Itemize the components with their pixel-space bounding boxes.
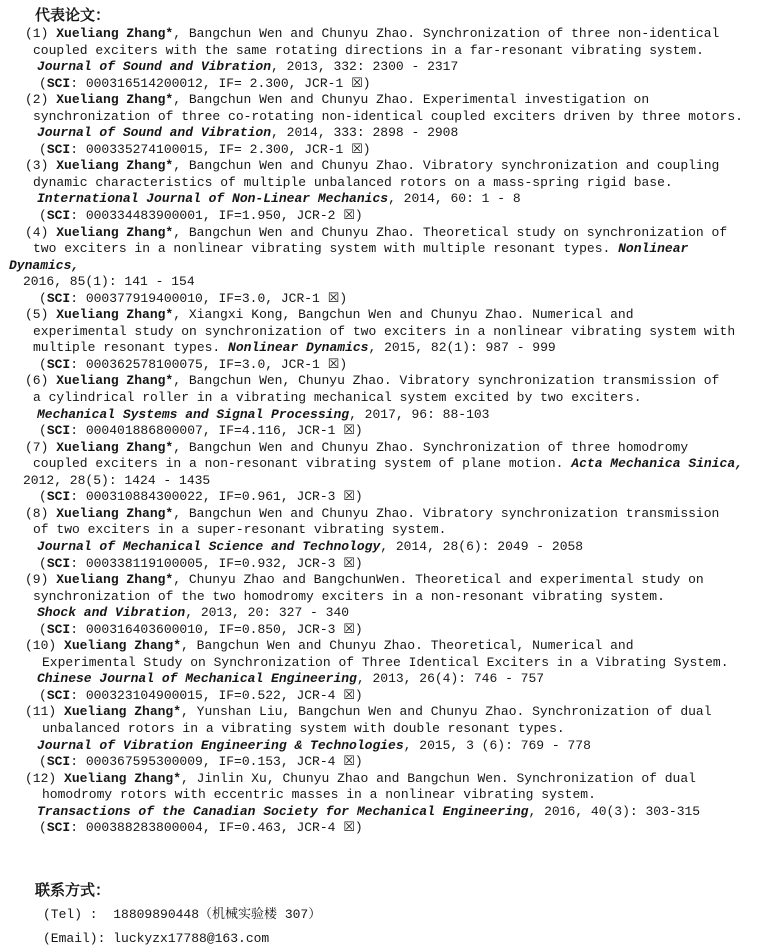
tel-line: (Tel) : 18809890448（机械实验楼 307） bbox=[43, 906, 322, 922]
author-highlight: SCI bbox=[46, 290, 71, 306]
author-highlight: SCI bbox=[46, 356, 71, 372]
text-segment: ) bbox=[339, 290, 348, 306]
paper-line bbox=[0, 158, 760, 175]
jcr-box-icon: ☒ bbox=[343, 687, 355, 703]
text-segment: of two exciters in a super-resonant vibrating system. bbox=[33, 522, 447, 538]
text-segment: (6) bbox=[25, 373, 57, 389]
text-segment: ) bbox=[354, 208, 363, 224]
paper-line bbox=[0, 241, 760, 258]
jcr-box-icon: ☒ bbox=[327, 290, 340, 306]
jcr-box-icon: ☒ bbox=[343, 555, 355, 571]
text-segment: ( bbox=[39, 423, 47, 439]
author-highlight: Xueliang Zhang* bbox=[56, 373, 174, 389]
contact-info bbox=[0, 903, 760, 950]
text-segment: , Xiangxi Kong, Bangchun Wen and Chunyu Zhao. Numerical and bbox=[173, 307, 634, 323]
author-highlight: SCI bbox=[46, 555, 71, 571]
paper-line bbox=[0, 473, 760, 490]
jcr-box-icon: ☒ bbox=[351, 75, 363, 91]
paper-line bbox=[0, 556, 760, 573]
text-segment: ) bbox=[354, 687, 363, 703]
paper-line bbox=[0, 787, 760, 804]
paper-line bbox=[0, 125, 760, 142]
text-segment: , 2013, 20: 327 - 340 bbox=[185, 605, 350, 621]
author-highlight: Xueliang Zhang* bbox=[56, 92, 174, 108]
text-segment: ) bbox=[354, 489, 363, 505]
journal-name: Nonlinear bbox=[618, 241, 689, 257]
text-segment: : 000367595300009, IF=0.153, JCR-4 bbox=[70, 754, 344, 770]
paper-entry-9 bbox=[0, 572, 760, 638]
text-segment: : 000377919400010, IF=3.0, JCR-1 bbox=[70, 290, 328, 306]
paper-line bbox=[0, 142, 760, 159]
journal-name: Journal of Sound and Vibration bbox=[37, 59, 272, 75]
jcr-box-icon: ☒ bbox=[327, 356, 340, 372]
paper-entry-5 bbox=[0, 307, 760, 373]
author-highlight: SCI bbox=[46, 75, 71, 91]
text-segment: ) bbox=[339, 356, 348, 372]
paper-line bbox=[0, 26, 760, 43]
text-segment: , 2017, 96: 88-103 bbox=[349, 406, 490, 422]
author-highlight: Xueliang Zhang* bbox=[56, 26, 174, 41]
text-segment: ( bbox=[39, 754, 47, 770]
text-segment: ) bbox=[362, 75, 371, 91]
journal-name: Dynamics, bbox=[9, 257, 80, 273]
author-highlight: Xueliang Zhang* bbox=[64, 638, 182, 654]
text-segment: : 000316403600010, IF=0.850, JCR-3 bbox=[70, 621, 344, 637]
text-segment: two exciters in a nonlinear vibrating system with multiple resonant types. bbox=[33, 241, 619, 257]
paper-line bbox=[0, 804, 760, 821]
paper-line bbox=[0, 622, 760, 639]
paper-entry-7 bbox=[0, 440, 760, 506]
text-segment: , Bangchun Wen and Chunyu Zhao. Theoretical, Numerical and bbox=[181, 638, 634, 654]
jcr-box-icon: ☒ bbox=[343, 621, 355, 637]
text-segment: (7) bbox=[25, 439, 57, 455]
paper-line bbox=[0, 671, 760, 688]
text-segment: dynamic characteristics of multiple unbalanced rotors on a mass-spring rigid base. bbox=[33, 174, 673, 190]
author-highlight: Xueliang Zhang* bbox=[56, 307, 174, 323]
text-segment: ) bbox=[354, 621, 363, 637]
paper-line bbox=[0, 820, 760, 837]
text-segment: 2016, 85(1): 141 - 154 bbox=[23, 274, 195, 290]
paper-entry-6 bbox=[0, 373, 760, 439]
author-highlight: Xueliang Zhang* bbox=[56, 572, 174, 588]
text-segment: , 2013, 26(4): 746 - 757 bbox=[356, 671, 545, 687]
paper-line bbox=[0, 324, 760, 341]
paper-entry-1 bbox=[0, 26, 760, 92]
journal-name: Shock and Vibration bbox=[37, 605, 186, 621]
text-segment: ) bbox=[354, 423, 363, 439]
text-segment: , 2013, 332: 2300 - 2317 bbox=[271, 59, 459, 75]
paper-entry-10 bbox=[0, 638, 760, 704]
author-highlight: Xueliang Zhang* bbox=[56, 505, 174, 521]
paper-line bbox=[0, 175, 760, 192]
text-segment: ( bbox=[39, 489, 47, 505]
text-segment: homodromy rotors with eccentric masses in a nonlinear vibrating system. bbox=[42, 787, 596, 803]
paper-line bbox=[0, 440, 760, 457]
paper-entry-2 bbox=[0, 92, 760, 158]
text-segment: , Bangchun Wen and Chunyu Zhao. Vibratory synchronization and coupling bbox=[173, 158, 720, 174]
paper-line bbox=[0, 506, 760, 523]
paper-line bbox=[0, 489, 760, 506]
text-segment: , 2014, 28(6): 2049 - 2058 bbox=[380, 538, 584, 554]
author-highlight: SCI bbox=[46, 687, 71, 703]
paper-line bbox=[0, 522, 760, 539]
text-segment: (11) bbox=[25, 704, 65, 720]
text-segment: , 2015, 82(1): 987 - 999 bbox=[368, 340, 556, 356]
text-segment: ( bbox=[39, 621, 47, 637]
text-segment: multiple resonant types. bbox=[33, 340, 229, 356]
text-segment: (5) bbox=[25, 307, 57, 323]
journal-name: Chinese Journal of Mechanical Engineering bbox=[37, 671, 357, 687]
jcr-box-icon: ☒ bbox=[343, 820, 355, 836]
text-segment: : 000388283800004, IF=0.463, JCR-4 bbox=[70, 820, 344, 836]
text-segment: synchronization of the two homodromy exciters in a non-resonant vibrating system. bbox=[33, 588, 665, 604]
text-segment: : 000316514200012, IF= 2.300, JCR-1 bbox=[70, 75, 352, 91]
text-segment: ( bbox=[39, 290, 47, 306]
paper-line bbox=[0, 754, 760, 771]
text-segment: : 000362578100075, IF=3.0, JCR-1 bbox=[70, 356, 328, 372]
journal-name: Mechanical Systems and Signal Processing bbox=[37, 406, 350, 422]
paper-line bbox=[0, 638, 760, 655]
email-line: (Email): luckyzx17788@163.com bbox=[43, 930, 270, 946]
paper-line bbox=[0, 291, 760, 308]
journal-name: Journal of Vibration Engineering & Technologies bbox=[37, 737, 404, 753]
paper-entry-11 bbox=[0, 704, 760, 770]
text-segment: coupled exciters with the same rotating directions in a far-resonant vibrating system. bbox=[33, 42, 704, 58]
text-segment: ) bbox=[354, 555, 363, 571]
paper-line bbox=[0, 390, 760, 407]
text-segment: unbalanced rotors in a vibrating system with double resonant types. bbox=[42, 720, 565, 736]
paper-line bbox=[0, 456, 760, 473]
jcr-box-icon: ☒ bbox=[343, 489, 355, 505]
paper-line bbox=[0, 92, 760, 109]
text-segment: : 000338119100005, IF=0.932, JCR-3 bbox=[70, 555, 344, 571]
text-segment: , Bangchun Wen and Chunyu Zhao. Experimental investigation on bbox=[173, 92, 650, 108]
paper-line bbox=[0, 76, 760, 93]
journal-name: Nonlinear Dynamics bbox=[228, 340, 369, 356]
paper-entry-12 bbox=[0, 771, 760, 837]
paper-line bbox=[0, 307, 760, 324]
text-segment: : 000335274100015, IF= 2.300, JCR-1 bbox=[70, 141, 352, 157]
journal-name: International Journal of Non-Linear Mechanics bbox=[37, 191, 389, 207]
text-segment: ( bbox=[39, 208, 47, 224]
text-segment: , Chunyu Zhao and BangchunWen. Theoretical and experimental study on bbox=[173, 572, 704, 588]
text-segment: synchronization of three co-rotating non-identical coupled exciters driven by three motors. bbox=[33, 108, 743, 124]
author-highlight: SCI bbox=[46, 489, 71, 505]
text-segment: : 000323104900015, IF=0.522, JCR-4 bbox=[70, 687, 344, 703]
text-segment: ( bbox=[39, 687, 47, 703]
journal-name: Transactions of the Canadian Society for Mechanical Engineering bbox=[37, 803, 529, 819]
paper-line bbox=[0, 407, 760, 424]
text-segment: ) bbox=[354, 820, 363, 836]
papers-section-title: 代表论文： bbox=[35, 8, 111, 25]
text-segment: ( bbox=[39, 75, 47, 91]
text-segment: coupled exciters in a non-resonant vibrating system of plane motion. bbox=[33, 456, 572, 472]
author-highlight: Xueliang Zhang* bbox=[56, 439, 174, 455]
paper-line bbox=[0, 357, 760, 374]
author-highlight: SCI bbox=[46, 423, 71, 439]
text-segment: , Yunshan Liu, Bangchun Wen and Chunyu Zhao. Synchronization of dual bbox=[181, 704, 712, 720]
paper-line bbox=[0, 655, 760, 672]
author-highlight: Xueliang Zhang* bbox=[64, 704, 182, 720]
text-segment: , 2014, 60: 1 - 8 bbox=[388, 191, 521, 207]
text-segment: (8) bbox=[25, 505, 57, 521]
text-segment: ) bbox=[362, 141, 371, 157]
paper-line bbox=[0, 605, 760, 622]
text-segment: ( bbox=[39, 820, 47, 836]
paper-line bbox=[0, 258, 760, 275]
text-segment: (10) bbox=[25, 638, 65, 654]
text-segment: , Jinlin Xu, Chunyu Zhao and Bangchun Wen. Synchronization of dual bbox=[181, 770, 696, 786]
author-highlight: Xueliang Zhang* bbox=[64, 770, 182, 786]
author-highlight: SCI bbox=[46, 621, 71, 637]
text-segment: (3) bbox=[25, 158, 57, 174]
text-segment: , 2014, 333: 2898 - 2908 bbox=[271, 125, 459, 141]
paper-entry-8 bbox=[0, 506, 760, 572]
paper-line bbox=[0, 688, 760, 705]
journal-name: Journal of Sound and Vibration bbox=[37, 125, 272, 141]
contact-section-title: 联系方式： bbox=[35, 882, 111, 900]
text-segment: experimental study on synchronization of two exciters in a nonlinear vibrating system with bbox=[33, 323, 736, 339]
text-segment: (9) bbox=[25, 572, 57, 588]
text-segment: ) bbox=[354, 754, 363, 770]
text-segment: , 2015, 3 (6): 769 - 778 bbox=[403, 737, 591, 753]
paper-line bbox=[0, 738, 760, 755]
text-segment: (4) bbox=[25, 224, 57, 240]
jcr-box-icon: ☒ bbox=[343, 423, 355, 439]
paper-line bbox=[0, 704, 760, 721]
text-segment: : 000401886800007, IF=4.116, JCR-1 bbox=[70, 423, 344, 439]
paper-line bbox=[0, 589, 760, 606]
text-segment: , Bangchun Wen and Chunyu Zhao. Synchronization of three homodromy bbox=[173, 439, 689, 455]
papers-list bbox=[0, 26, 760, 837]
paper-line bbox=[0, 191, 760, 208]
text-segment: ( bbox=[39, 141, 47, 157]
text-segment: 2012, 28(5): 1424 - 1435 bbox=[23, 472, 211, 488]
paper-line bbox=[0, 208, 760, 225]
paper-line bbox=[0, 771, 760, 788]
text-segment: , Bangchun Wen and Chunyu Zhao. Theoretical study on synchronization of bbox=[173, 224, 728, 240]
author-highlight: SCI bbox=[46, 820, 71, 836]
text-segment: a cylindrical roller in a vibrating mechanical system excited by two exciters. bbox=[33, 390, 642, 406]
text-segment: , Bangchun Wen, Chunyu Zhao. Vibratory synchronization transmission of bbox=[173, 373, 720, 389]
text-segment: (12) bbox=[25, 770, 65, 786]
text-segment: : 000310884300022, IF=0.961, JCR-3 bbox=[70, 489, 344, 505]
journal-name: Journal of Mechanical Science and Technology bbox=[37, 538, 381, 554]
paper-line bbox=[0, 43, 760, 60]
paper-line bbox=[0, 721, 760, 738]
author-highlight: Xueliang Zhang* bbox=[56, 224, 174, 240]
text-segment: : 000334483900001, IF=1.950, JCR-2 bbox=[70, 208, 344, 224]
text-segment: ( bbox=[39, 356, 47, 372]
paper-entry-4 bbox=[0, 225, 760, 308]
text-segment: Experimental Study on Synchronization of Three Identical Exciters in a Vibrating System. bbox=[42, 654, 729, 670]
author-highlight: SCI bbox=[46, 754, 71, 770]
text-segment: ( bbox=[39, 555, 47, 571]
text-segment: (2) bbox=[25, 92, 57, 108]
paper-line bbox=[0, 340, 760, 357]
paper-line bbox=[0, 225, 760, 242]
paper-line bbox=[0, 572, 760, 589]
text-segment: (1) bbox=[25, 26, 57, 41]
paper-line bbox=[0, 423, 760, 440]
text-segment: , Bangchun Wen and Chunyu Zhao. Vibratory synchronization transmission bbox=[173, 505, 720, 521]
paper-entry-3 bbox=[0, 158, 760, 224]
paper-line bbox=[0, 59, 760, 76]
paper-line bbox=[0, 109, 760, 126]
jcr-box-icon: ☒ bbox=[343, 754, 355, 770]
text-segment: , 2016, 40(3): 303-315 bbox=[528, 803, 701, 819]
author-highlight: SCI bbox=[46, 208, 71, 224]
author-highlight: Xueliang Zhang* bbox=[56, 158, 174, 174]
paper-line bbox=[0, 274, 760, 291]
paper-line bbox=[0, 373, 760, 390]
paper-line bbox=[0, 539, 760, 556]
jcr-box-icon: ☒ bbox=[343, 208, 355, 224]
author-highlight: SCI bbox=[46, 141, 71, 157]
text-segment: , Bangchun Wen and Chunyu Zhao. Synchronization of three non-identical bbox=[173, 26, 720, 41]
journal-name: Acta Mechanica Sinica, bbox=[571, 456, 743, 472]
jcr-box-icon: ☒ bbox=[351, 141, 363, 157]
